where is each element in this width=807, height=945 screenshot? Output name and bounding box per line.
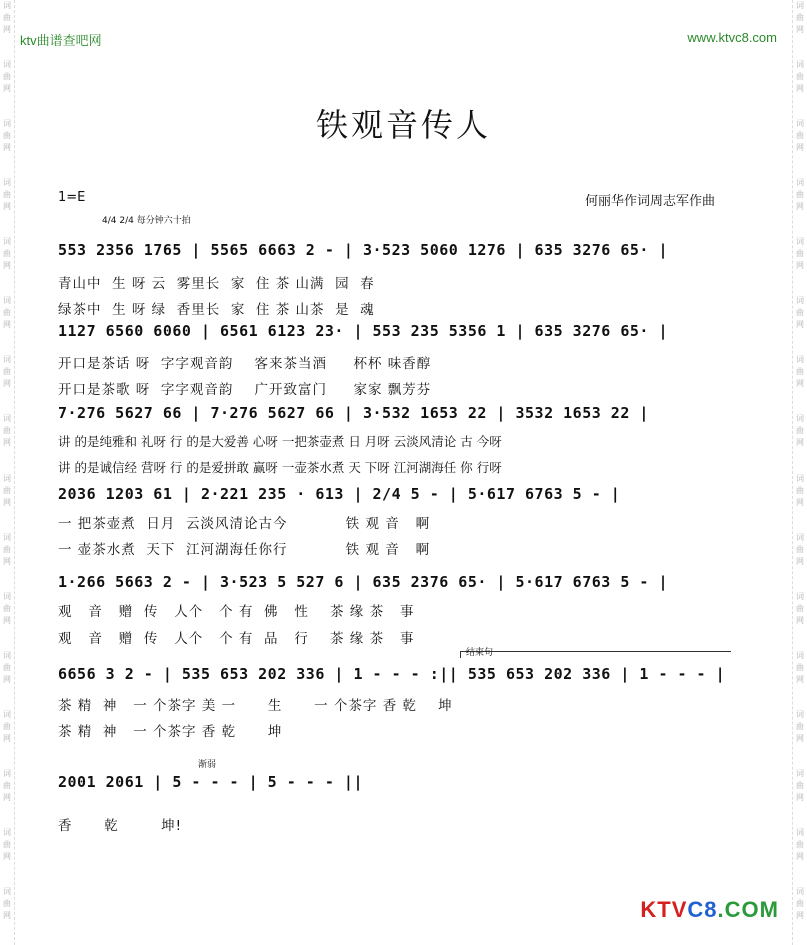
side-watermark-char: 网 [3, 320, 11, 330]
side-watermark-char: 网 [3, 438, 11, 448]
site-name-watermark: ktv曲谱查吧网 [20, 33, 102, 48]
side-watermark-char: 词 [3, 1, 11, 10]
side-watermark-char: 曲 [796, 72, 804, 82]
side-watermark-char: 曲 [3, 13, 11, 22]
side-watermark-char: 词 [3, 473, 11, 483]
side-watermark-char: 网 [3, 733, 11, 743]
side-watermark-char: 曲 [796, 131, 804, 141]
side-watermark-char: 词 [796, 827, 804, 837]
side-watermark-char: 网 [3, 497, 11, 507]
side-watermark-char: 曲 [3, 603, 11, 613]
side-watermark-char: 词 [3, 414, 11, 424]
side-watermark-char: 曲 [3, 367, 11, 377]
lyric-line: 讲 的是诚信经 营呀 行 的是爱拼敢 赢呀 一壶茶水煮 天 下呀 江河湖海任 你 行呀 [58, 460, 502, 475]
side-watermark-char: 网 [796, 497, 804, 507]
brand-logo: KTVC8.COM [640, 897, 779, 922]
side-watermark-char: 词 [3, 768, 11, 778]
notation-row: 553 2356 1765 | 5565 6663 2 - | 3·523 5060 1276 | 635 3276 65· | [58, 241, 668, 259]
side-watermark-char: 曲 [3, 662, 11, 672]
lyric-line: 绿茶中 生 呀 绿 香里长 家 住 茶 山茶 是 魂 [58, 302, 375, 318]
side-watermark-char: 曲 [796, 426, 804, 436]
side-watermark-char: 曲 [3, 721, 11, 731]
side-watermark-char: 曲 [3, 898, 11, 908]
side-watermark-char: 词 [3, 119, 11, 129]
side-watermark-char: 网 [796, 910, 804, 920]
side-watermark-char: 词 [3, 178, 11, 188]
side-watermark-char: 曲 [3, 72, 11, 82]
side-watermark-char: 词 [3, 296, 11, 306]
notation-row: 2001 2061 | 5 - - - | 5 - - - || [58, 773, 363, 791]
lyric-line: 讲 的是纯雅和 礼呀 行 的是大爱善 心呀 一把茶壶煮 日 月呀 云淡风清论 古 今呀 [58, 434, 502, 449]
notation-row: 7·276 5627 66 | 7·276 5627 66 | 3·532 1653 22 | 3532 1653 22 | [58, 404, 649, 422]
key-signature: 1=E [58, 190, 86, 205]
side-watermark-char: 网 [796, 143, 804, 153]
notation-row: 6656 3 2 - | 535 653 202 336 | 1 - - - :|| 535 653 202 336 | 1 - - - | [58, 665, 726, 683]
side-watermark-char: 网 [796, 379, 804, 389]
tempo-meter: 4/4 2/4 每分钟六十拍 [102, 216, 191, 226]
side-watermark-char: 词 [796, 768, 804, 778]
side-watermark-char: 曲 [3, 426, 11, 436]
lyric-line: 香 乾 坤! [58, 818, 182, 834]
side-watermark-char: 词 [796, 1, 804, 10]
side-watermark-char: 网 [796, 733, 804, 743]
side-watermark-char: 词 [3, 591, 11, 601]
credits: 何丽华作词周志军作曲 [584, 194, 715, 209]
lyric-line: 观 音 赠 传 人个 个 有 佛 性 茶 缘 茶 事 [58, 604, 415, 620]
side-watermark-char: 词 [796, 237, 804, 247]
song-title: 铁观音传人 [315, 106, 491, 144]
side-watermark-char: 词 [796, 119, 804, 129]
side-watermark-char: 曲 [796, 249, 804, 259]
side-watermark-char: 网 [3, 25, 11, 34]
side-watermark-char: 网 [796, 261, 804, 271]
side-watermark-char: 网 [3, 261, 11, 271]
side-watermark-char: 词 [796, 355, 804, 365]
side-watermark-char: 词 [3, 60, 11, 70]
side-watermark-char: 词 [3, 827, 11, 837]
side-watermark-char: 词 [3, 709, 11, 719]
side-watermark-char: 曲 [796, 780, 804, 790]
side-watermark-char: 网 [3, 792, 11, 802]
side-watermark-char: 词 [3, 532, 11, 542]
side-watermark-char: 曲 [3, 780, 11, 790]
side-watermark-char: 网 [3, 910, 11, 920]
notation-row: 2036 1203 61 | 2·221 235 · 613 | 2/4 5 - | 5·617 6763 5 - | [58, 485, 621, 503]
side-watermark-char: 曲 [3, 485, 11, 495]
side-watermark-char: 网 [3, 143, 11, 153]
side-watermark-char: 网 [796, 851, 804, 861]
side-watermark-char: 词 [796, 650, 804, 660]
side-watermark-char: 网 [796, 202, 804, 212]
side-watermark-char: 曲 [796, 721, 804, 731]
side-watermark-char: 词 [3, 886, 11, 896]
side-watermark-char: 曲 [796, 13, 804, 22]
side-watermark-char: 曲 [796, 603, 804, 613]
side-watermark-char: 网 [796, 615, 804, 625]
side-watermark-char: 曲 [796, 308, 804, 318]
side-watermark-char: 曲 [3, 839, 11, 849]
side-watermark-char: 词 [796, 178, 804, 188]
side-watermark-char: 网 [3, 84, 11, 94]
side-watermark-char: 网 [3, 202, 11, 212]
side-watermark-char: 曲 [796, 544, 804, 554]
side-watermark-char: 曲 [3, 544, 11, 554]
side-watermark-char: 网 [796, 438, 804, 448]
ending-label: 结束句 [466, 648, 494, 658]
side-watermark-char: 曲 [796, 485, 804, 495]
lyric-line: 观 音 赠 传 人个 个 有 品 行 茶 缘 茶 事 [58, 631, 415, 647]
side-watermark-char: 网 [3, 379, 11, 389]
side-watermark-char: 曲 [3, 308, 11, 318]
notation-row: 1127 6560 6060 | 6561 6123 23· | 553 235 5356 1 | 635 3276 65· | [58, 322, 668, 340]
side-watermark-char: 网 [3, 615, 11, 625]
side-watermark-char: 词 [3, 355, 11, 365]
side-watermark-char: 网 [3, 674, 11, 684]
side-watermark-char: 曲 [796, 662, 804, 672]
side-watermark-char: 词 [796, 296, 804, 306]
side-watermark-char: 词 [796, 886, 804, 896]
ending-bracket [460, 651, 731, 658]
side-watermark-char: 网 [796, 792, 804, 802]
lyric-line: 茶 精 神 一 个茶字 香 乾 坤 [58, 724, 283, 740]
side-watermark-char: 词 [796, 709, 804, 719]
side-watermark-char: 曲 [796, 367, 804, 377]
lyric-line: 开口是茶歌 呀 字字观音韵 广开致富门 家家 飘芳芬 [58, 382, 432, 398]
side-watermark-char: 曲 [3, 190, 11, 200]
lyric-line: 青山中 生 呀 云 雾里长 家 住 茶 山满 园 春 [58, 276, 375, 292]
side-watermark-char: 网 [3, 851, 11, 861]
side-watermark-char: 网 [796, 556, 804, 566]
side-watermark-char: 曲 [796, 190, 804, 200]
side-watermark-char: 网 [796, 674, 804, 684]
side-watermark-char: 词 [3, 650, 11, 660]
side-watermark-char: 网 [3, 556, 11, 566]
side-watermark-char: 词 [796, 532, 804, 542]
side-watermark-char: 网 [796, 25, 804, 34]
lyric-line: 一 壶茶水煮 天下 江河湖海任你行 铁 观 音 啊 [58, 542, 431, 558]
lyric-line: 一 把茶壶煮 日月 云淡风清论古今 铁 观 音 啊 [58, 516, 431, 532]
side-watermark-char: 网 [796, 84, 804, 94]
side-watermark-char: 曲 [796, 839, 804, 849]
side-watermark-char: 曲 [796, 898, 804, 908]
site-url-watermark: www.ktvc8.com [687, 30, 777, 45]
lyric-line: 茶 精 神 一 个茶字 美 一 生 一 个茶字 香 乾 坤 [58, 698, 453, 714]
side-watermark-char: 网 [796, 320, 804, 330]
side-watermark-char: 词 [796, 591, 804, 601]
side-watermark-char: 词 [796, 473, 804, 483]
side-watermark-char: 词 [796, 414, 804, 424]
notation-row: 1·266 5663 2 - | 3·523 5 527 6 | 635 2376 65· | 5·617 6763 5 - | [58, 573, 668, 591]
side-watermark-char: 词 [796, 60, 804, 70]
fade-marking: 渐弱 [198, 760, 217, 770]
side-watermark-char: 词 [3, 237, 11, 247]
side-watermark-char: 曲 [3, 131, 11, 141]
side-watermark-char: 曲 [3, 249, 11, 259]
lyric-line: 开口是茶话 呀 字字观音韵 客来茶当酒 杯杯 味香醇 [58, 356, 432, 372]
